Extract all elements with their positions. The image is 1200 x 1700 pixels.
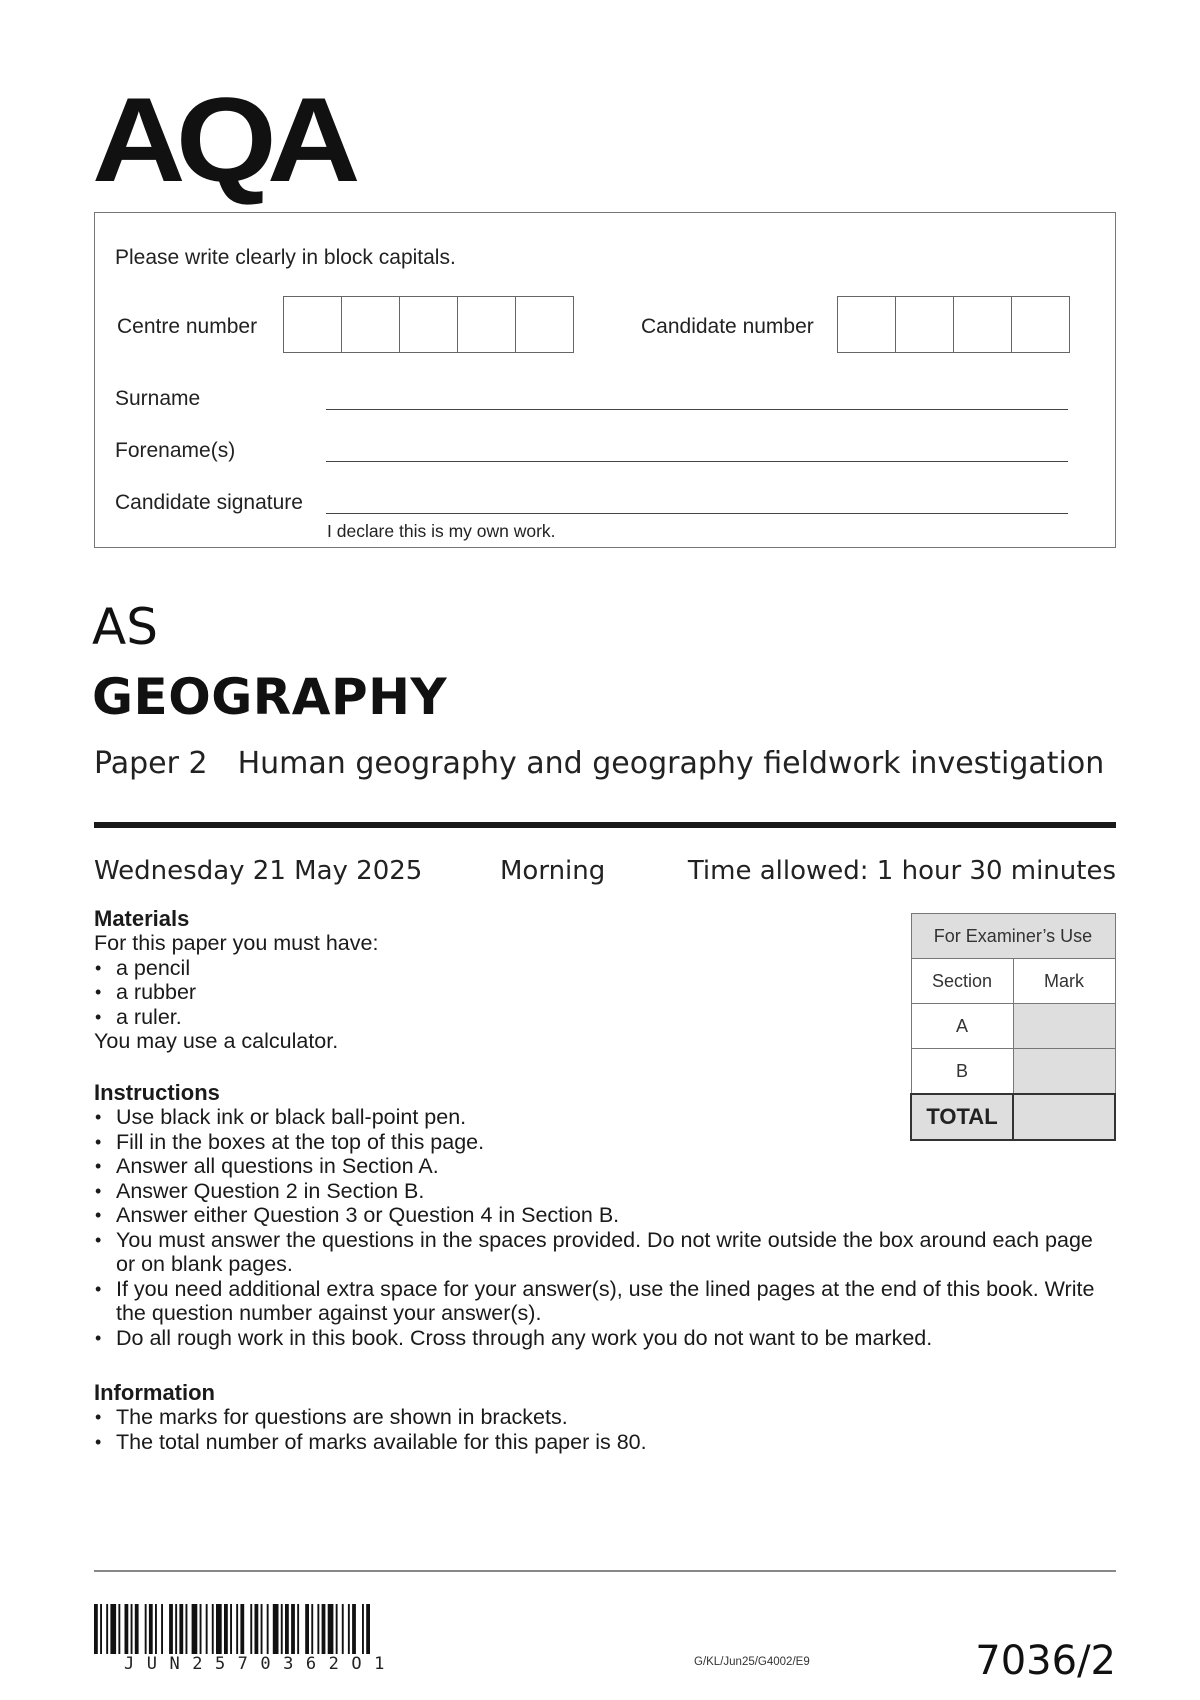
candidate-number-digit-box[interactable] <box>896 297 954 352</box>
reference-code: G/KL/Jun25/G4002/E9 <box>694 1656 810 1668</box>
barcode-bar <box>250 1604 252 1654</box>
barcode-bar <box>305 1604 309 1654</box>
barcode-bar <box>155 1604 157 1654</box>
list-item: • You must answer the questions in the spaces provided. Do not write outside the box around each page or on blank pages. <box>94 1228 1104 1277</box>
barcode-bar <box>131 1604 133 1654</box>
barcode-bar <box>125 1604 129 1654</box>
barcode-bar <box>100 1604 102 1654</box>
barcode-bar <box>281 1604 283 1654</box>
aqa-logo: AQA <box>92 73 351 207</box>
materials-intro: For this paper you must have: <box>94 931 379 955</box>
candidate-number-digit-box[interactable] <box>838 297 896 352</box>
barcode-bar <box>179 1604 183 1654</box>
materials-list <box>94 956 854 1030</box>
barcode-bar <box>297 1604 299 1654</box>
calculator-note: You may use a calculator. <box>94 1029 339 1053</box>
barcode-bar <box>240 1604 244 1654</box>
centre-number-digit-box[interactable] <box>400 297 458 352</box>
instructions-section <box>94 1080 1104 1350</box>
examiners-use-title: For Examiner’s Use <box>911 914 1115 959</box>
section-b-label: B <box>911 1049 1013 1095</box>
materials-heading: Materials <box>94 906 190 931</box>
list-item: • a ruler. <box>94 1005 854 1030</box>
paper-subtitle <box>94 746 1104 781</box>
list-item: • If you need additional extra space for your answer(s), use the lined pages at the end of this book. Write the question number against your answer(s). <box>94 1277 1104 1326</box>
signature-line[interactable] <box>326 513 1068 514</box>
barcode-bar <box>230 1604 232 1654</box>
barcode-bar <box>161 1604 163 1654</box>
section-a-mark-cell <box>1013 1004 1115 1049</box>
exam-session: Morning <box>500 856 606 886</box>
qualification-title: AS <box>92 598 158 656</box>
candidate-number-boxes <box>837 296 1070 353</box>
candidate-details-box <box>94 212 1116 548</box>
instructions-heading: Instructions <box>94 1080 220 1105</box>
paper-code: 7036/2 <box>975 1638 1116 1684</box>
section-column-header: Section <box>911 959 1013 1004</box>
barcode-bar <box>118 1604 120 1654</box>
barcode-bar <box>261 1604 263 1654</box>
barcode-bar <box>285 1604 289 1654</box>
barcode-bar <box>352 1604 356 1654</box>
centre-number-digit-box[interactable] <box>458 297 516 352</box>
barcode-bar <box>317 1604 319 1654</box>
barcode-bar <box>267 1604 269 1654</box>
declaration-text: I declare this is my own work. <box>327 521 556 541</box>
barcode-bar <box>336 1604 338 1654</box>
list-item: • The total number of marks available for this paper is 80. <box>94 1430 1104 1455</box>
barcode-bar <box>348 1604 350 1654</box>
subject-title: GEOGRAPHY <box>92 668 448 726</box>
barcode-bar <box>192 1604 198 1654</box>
barcode-bar <box>145 1604 147 1654</box>
barcode-bar <box>212 1604 214 1654</box>
barcode-bar <box>216 1604 222 1654</box>
list-item: • Answer either Question 3 or Question 4 in Section B. <box>94 1203 1104 1228</box>
forenames-label: Forename(s) <box>115 439 236 462</box>
barcode-bar <box>236 1604 238 1654</box>
barcode-bar <box>110 1604 116 1654</box>
barcode-bar <box>342 1604 344 1654</box>
instructions-list <box>94 1105 1104 1350</box>
mark-column-header: Mark <box>1013 959 1115 1004</box>
time-allowed: Time allowed: 1 hour 30 minutes <box>687 856 1116 886</box>
surname-line[interactable] <box>326 409 1068 410</box>
centre-number-boxes <box>283 296 574 353</box>
barcode-bar <box>175 1604 177 1654</box>
barcode-bar <box>273 1604 279 1654</box>
list-item: • Fill in the boxes at the top of this page. <box>94 1130 1104 1155</box>
list-item: • Do all rough work in this book. Cross through any work you do not want to be marked. <box>94 1326 1104 1351</box>
signature-label: Candidate signature <box>115 491 303 514</box>
barcode-bar <box>200 1604 202 1654</box>
paper-title: Human geography and geography fieldwork investigation <box>237 746 1105 781</box>
block-capitals-instruction: Please write clearly in block capitals. <box>115 246 456 269</box>
barcode <box>94 1604 474 1660</box>
total-label: TOTAL <box>911 1094 1013 1140</box>
materials-section <box>94 906 854 1054</box>
centre-number-digit-box[interactable] <box>342 297 400 352</box>
list-item: • Answer all questions in Section A. <box>94 1154 1104 1179</box>
information-section <box>94 1380 1104 1454</box>
list-item: • Use black ink or black ball-point pen. <box>94 1105 1104 1130</box>
candidate-number-label: Candidate number <box>641 315 814 338</box>
list-item: • Answer Question 2 in Section B. <box>94 1179 1104 1204</box>
centre-number-label: Centre number <box>117 315 258 338</box>
barcode-bar <box>328 1604 334 1654</box>
surname-label: Surname <box>115 387 201 410</box>
barcode-digits: JUN2570362O1 <box>124 1654 397 1674</box>
footer-divider <box>94 1570 1116 1572</box>
barcode-bar <box>169 1604 173 1654</box>
barcode-bar <box>149 1604 153 1654</box>
information-list <box>94 1405 1104 1454</box>
barcode-bar <box>322 1604 326 1654</box>
centre-number-digit-box[interactable] <box>516 297 573 352</box>
section-a-label: A <box>911 1004 1013 1049</box>
barcode-bar <box>135 1604 139 1654</box>
title-divider <box>94 822 1116 828</box>
barcode-bar <box>362 1604 364 1654</box>
barcode-bar <box>291 1604 295 1654</box>
barcode-bar <box>311 1604 313 1654</box>
list-item: • a rubber <box>94 980 854 1005</box>
barcode-bar <box>94 1604 98 1654</box>
barcode-bar <box>206 1604 208 1654</box>
information-heading: Information <box>94 1380 215 1405</box>
barcode-bar <box>106 1604 108 1654</box>
barcode-bar <box>186 1604 188 1654</box>
candidate-number-digit-box[interactable] <box>1012 297 1069 352</box>
list-item: • a pencil <box>94 956 854 981</box>
list-item: • The marks for questions are shown in brackets. <box>94 1405 1104 1430</box>
centre-number-digit-box[interactable] <box>284 297 342 352</box>
candidate-number-digit-box[interactable] <box>954 297 1012 352</box>
barcode-bar <box>366 1604 370 1654</box>
exam-date: Wednesday 21 May 2025 <box>94 856 423 886</box>
barcode-bar <box>255 1604 259 1654</box>
paper-number: Paper 2 <box>94 746 208 781</box>
barcode-bar <box>224 1604 228 1654</box>
forenames-line[interactable] <box>326 461 1068 462</box>
